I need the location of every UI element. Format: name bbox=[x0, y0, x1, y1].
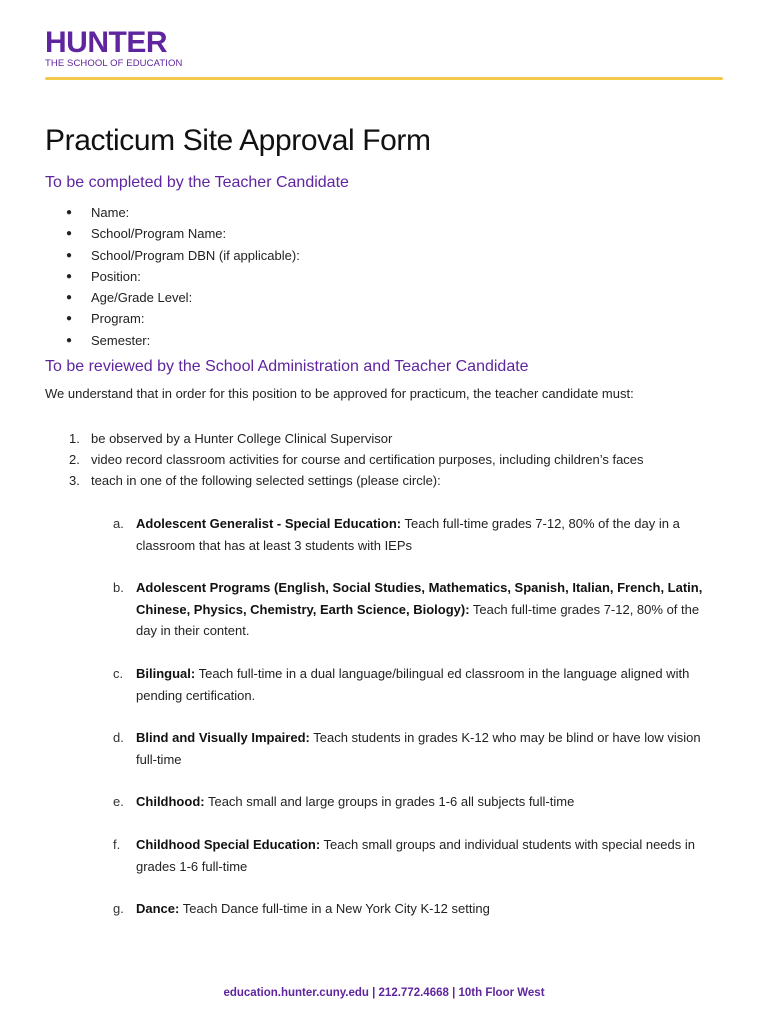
field-label-name: Name: bbox=[91, 205, 130, 220]
list-marker: b. bbox=[113, 580, 124, 595]
header-divider bbox=[45, 77, 723, 80]
list-marker: 2. bbox=[69, 452, 80, 467]
list-marker: a. bbox=[113, 516, 124, 531]
requirement-text: video record classroom activities for course and certification purposes, including children’s faces bbox=[91, 452, 644, 467]
field-label-dbn: School/Program DBN (if applicable): bbox=[91, 247, 300, 263]
setting-body bbox=[136, 791, 721, 813]
setting-body bbox=[136, 663, 721, 706]
setting-name: Blind and Visually Impaired: bbox=[136, 730, 310, 745]
setting-body bbox=[136, 727, 721, 770]
field-label-semester: Semester: bbox=[91, 332, 151, 348]
field-label-position: Position: bbox=[91, 268, 141, 284]
setting-name: Childhood Special Education: bbox=[136, 837, 321, 852]
list-marker: f. bbox=[113, 837, 121, 852]
setting-description: Teach full-time grades 7-12, 80% of the day in a classroom that has at least 3 students with IEPs bbox=[136, 516, 680, 553]
requirement-text: teach in one of the following selected settings (please circle): bbox=[91, 473, 441, 488]
bullet-icon: ● bbox=[66, 292, 73, 304]
bullet-icon: ● bbox=[66, 334, 73, 346]
setting-name: Adolescent Programs (English, Social Studies, Mathematics, Spanish, Italian, French, Latin, Chinese, Physics, Chemistry, Earth Science, Biology): bbox=[136, 580, 703, 617]
setting-description: Teach small and large groups in grades 1-6 all subjects full-time bbox=[204, 794, 575, 809]
list-marker: g. bbox=[113, 901, 124, 916]
setting-name: Childhood: bbox=[136, 794, 205, 809]
setting-description: Teach small groups and individual students with special needs in grades 1-6 full-time bbox=[136, 837, 695, 874]
list-marker: c. bbox=[113, 666, 124, 681]
logo-subtitle: THE SCHOOL OF EDUCATION bbox=[45, 58, 183, 69]
setting-body bbox=[136, 834, 721, 877]
section-heading-administration: To be reviewed by the School Administration and Teacher Candidate bbox=[45, 358, 529, 375]
list-marker: 3. bbox=[69, 473, 80, 488]
logo-wordmark: HUNTER bbox=[45, 26, 167, 59]
setting-name: Dance: bbox=[136, 901, 180, 916]
requirements-intro: We understand that in order for this position to be approved for practicum, the teacher candidate must: bbox=[45, 386, 634, 401]
form-title: Practicum Site Approval Form bbox=[45, 124, 431, 157]
list-marker: d. bbox=[113, 730, 124, 745]
hunter-logo bbox=[45, 28, 182, 69]
section-heading-candidate: To be completed by the Teacher Candidate bbox=[45, 174, 349, 191]
list-marker: 1. bbox=[69, 431, 80, 446]
field-label-age-grade: Age/Grade Level: bbox=[91, 290, 193, 306]
setting-description: Teach full-time in a dual language/bilingual ed classroom in the language aligned with pending certification. bbox=[136, 666, 690, 703]
setting-description: Teach students in grades K-12 who may be blind or have low vision full-time bbox=[136, 730, 701, 767]
setting-body bbox=[136, 898, 721, 920]
field-label-school-program-name: School/Program Name: bbox=[91, 226, 227, 242]
requirement-text: be observed by a Hunter College Clinical Supervisor bbox=[91, 431, 393, 446]
setting-name: Bilingual: bbox=[136, 666, 196, 681]
setting-body bbox=[136, 513, 721, 556]
field-label-program: Program: bbox=[91, 311, 145, 327]
setting-name: Adolescent Generalist - Special Education: bbox=[136, 516, 402, 531]
bullet-icon: ● bbox=[66, 207, 73, 218]
bullet-icon: ● bbox=[66, 228, 73, 240]
bullet-icon: ● bbox=[66, 313, 73, 325]
bullet-icon: ● bbox=[66, 270, 73, 282]
bullet-icon: ● bbox=[66, 249, 73, 261]
setting-body bbox=[136, 577, 721, 642]
setting-description: Teach Dance full-time in a New York City K-12 setting bbox=[179, 901, 490, 916]
setting-description: Teach full-time grades 7-12, 80% of the day in their content. bbox=[136, 601, 700, 638]
footer-contact: education.hunter.cuny.edu | 212.772.4668 | 10th Floor West bbox=[223, 987, 545, 999]
list-marker: e. bbox=[113, 794, 124, 809]
